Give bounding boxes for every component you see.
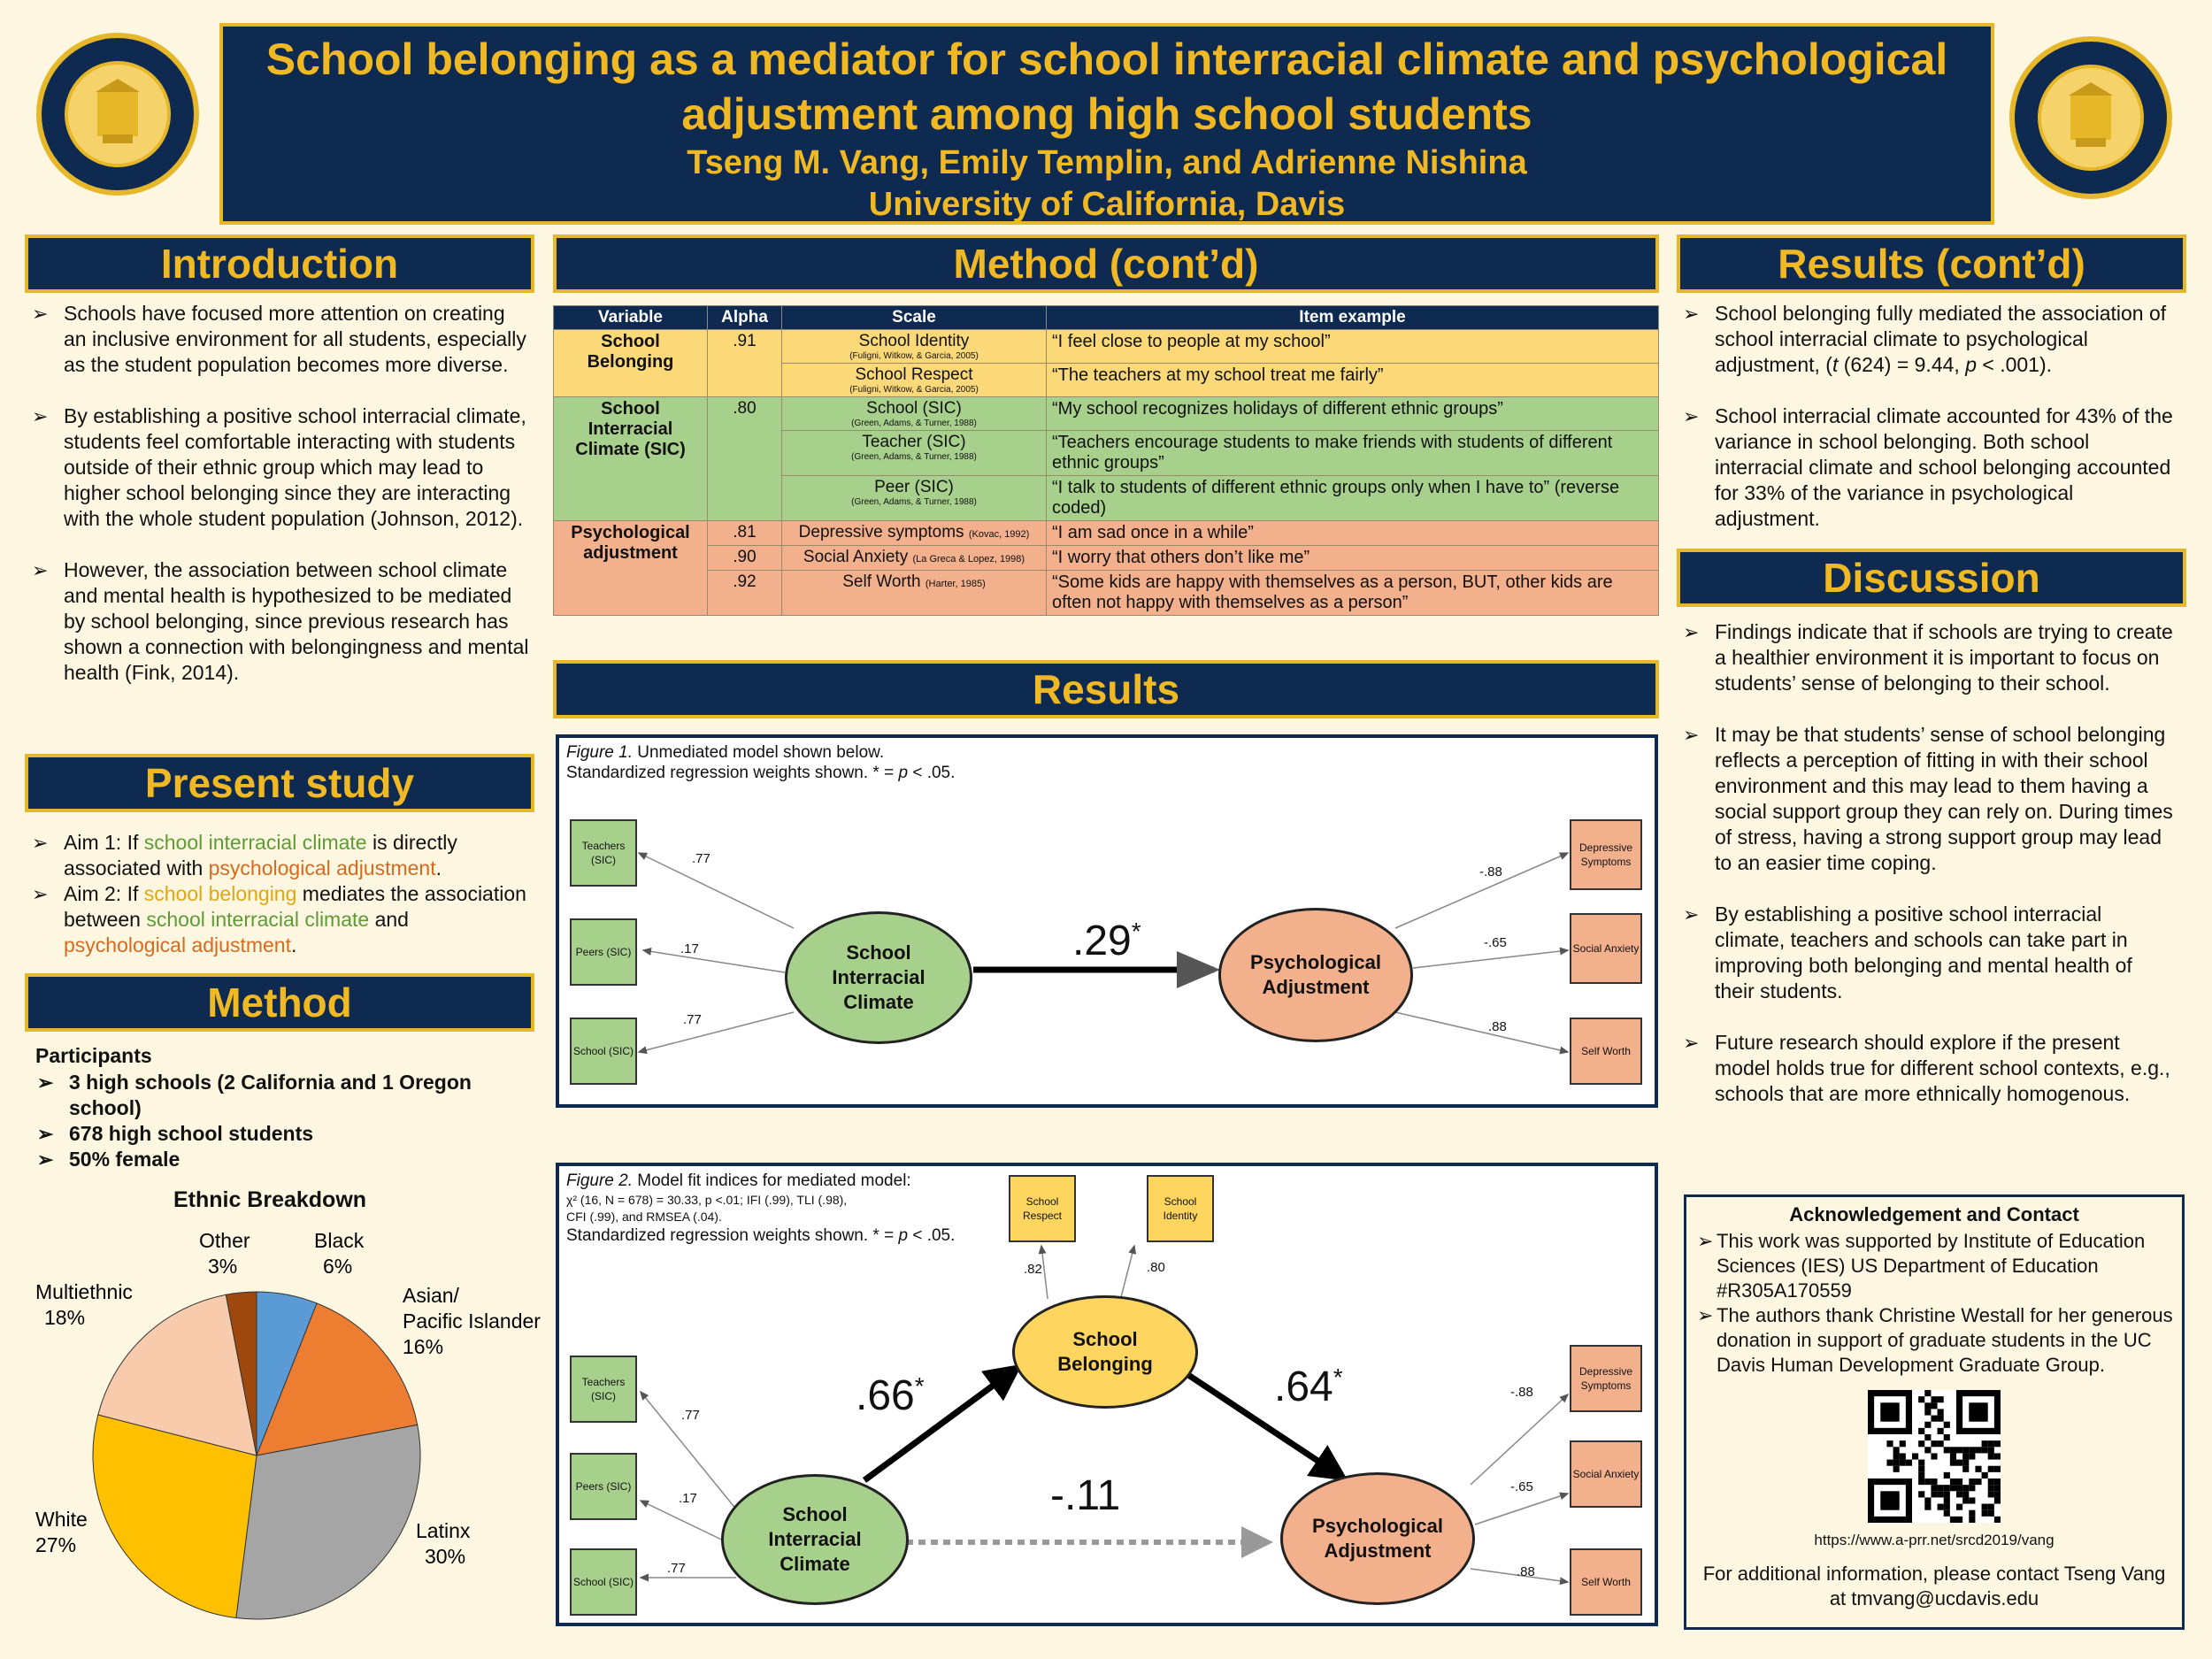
- results-cont-heading: Results (cont’d): [1677, 234, 2186, 293]
- results-heading: Results: [553, 660, 1659, 718]
- qr-module: [1931, 1453, 1937, 1459]
- psychological-adjustment-oval: Psychological Adjustment: [1218, 908, 1413, 1042]
- poster-authors: Tseng M. Vang, Emily Templin, and Adrienne Nishina: [687, 144, 1527, 181]
- acknowledgement-heading: Acknowledgement and Contact: [1789, 1203, 2079, 1225]
- list-item: ➢ School interracial climate accounted for 43% of the variance in school belonging. Both school interracial climate and school belonging accounted for 33% of the variance in psychological adjustment.: [1681, 403, 2177, 532]
- poster-header: [219, 23, 1994, 225]
- qr-module: [1982, 1440, 1988, 1447]
- qr-module: [1988, 1453, 1994, 1459]
- qr-module: [1950, 1447, 1956, 1453]
- table-row: [554, 330, 1659, 364]
- contact-info: For additional information, please contact Tseng Vang at tmvang@ucdavis.edu: [1702, 1563, 2166, 1609]
- pie-label: Latinx 30%: [416, 1519, 471, 1568]
- qr-module: [1988, 1510, 1994, 1517]
- path-weight-nonsignificant: -.11: [1050, 1472, 1121, 1519]
- bullet-text: p: [1965, 353, 1977, 376]
- qr-module: [1988, 1447, 1994, 1453]
- present-study-heading: Present study: [25, 754, 534, 812]
- aim-1: [30, 830, 531, 881]
- qr-module: [1944, 1504, 1950, 1510]
- scale-name: Social Anxiety: [803, 548, 909, 566]
- qr-module: [1924, 1434, 1931, 1440]
- qr-module: [1924, 1422, 1931, 1428]
- qr-finder: [1880, 1491, 1899, 1509]
- introduction-heading: Introduction: [25, 234, 534, 293]
- qr-module: [1918, 1460, 1924, 1466]
- qr-module: [1931, 1440, 1937, 1447]
- qr-module: [1988, 1504, 1994, 1510]
- scale-cell: [782, 330, 1047, 364]
- qr-module: [1962, 1466, 1969, 1472]
- item-cell: “I worry that others don’t like me”: [1047, 546, 1659, 571]
- qr-module: [1956, 1460, 1962, 1466]
- table-row: [554, 521, 1659, 546]
- weight-label: .17: [679, 1491, 697, 1506]
- qr-module: [1912, 1453, 1918, 1459]
- qr-module: [1944, 1510, 1950, 1517]
- aim-highlight: school interracial climate: [143, 831, 367, 854]
- qr-module: [1962, 1497, 1969, 1503]
- qr-module: [1938, 1428, 1944, 1434]
- qr-module: [1962, 1491, 1969, 1497]
- scale-cell: [782, 546, 1047, 571]
- qr-module: [1918, 1428, 1924, 1434]
- qr-module: [1918, 1472, 1924, 1479]
- list-item: ➢ The authors thank Christine Westall for her generous donation in support of graduate students in the UC Davis Human Development Graduate Group.: [1695, 1303, 2173, 1378]
- qr-module: [1950, 1460, 1956, 1466]
- item-cell: “The teachers at my school treat me fairly”: [1047, 364, 1659, 397]
- qr-module: [1994, 1453, 2001, 1459]
- qr-module: [1962, 1460, 1969, 1466]
- qr-module: [1956, 1485, 1962, 1491]
- method-heading: Method: [25, 973, 534, 1032]
- qr-module: [1956, 1504, 1962, 1510]
- weight-label: .88: [1517, 1564, 1535, 1579]
- school-respect-box: School Respect: [1009, 1175, 1076, 1242]
- item-cell: “I feel close to people at my school”: [1047, 330, 1659, 364]
- qr-module: [1944, 1491, 1950, 1497]
- item-cell: “I am sad once in a while”: [1047, 521, 1659, 546]
- path-weight-value: .29: [1072, 918, 1132, 964]
- pie-chart-title: Ethnic Breakdown: [173, 1187, 367, 1212]
- path-weight: [856, 1371, 925, 1420]
- weight-label: .77: [667, 1561, 686, 1576]
- list-item: ➢ This work was supported by Institute of Education Sciences (IES) US Department of Education #R305A170559: [1695, 1229, 2173, 1303]
- poster-title: School belonging as a mediator for school interracial climate and psychological adjustment among high school students: [265, 35, 1948, 139]
- qr-module: [1893, 1447, 1900, 1453]
- qr-module: [1994, 1491, 2001, 1497]
- peers-sic-box: Peers (SIC): [570, 1453, 637, 1520]
- ethnic-breakdown-pie-chart: [27, 1221, 557, 1637]
- self-worth-box: Self Worth: [1570, 1018, 1642, 1085]
- qr-module: [1886, 1460, 1893, 1466]
- item-cell: “I talk to students of different ethnic groups only when I have to” (reverse coded): [1047, 476, 1659, 521]
- table-row: [554, 571, 1659, 616]
- bullet-text: t: [1832, 353, 1839, 376]
- pie-label: Other 3%: [199, 1229, 250, 1278]
- school-interracial-climate-oval: School Interracial Climate: [785, 911, 972, 1044]
- scale-cell: [782, 431, 1047, 476]
- qr-module: [1900, 1453, 1906, 1459]
- psychological-adjustment-oval: Psychological Adjustment: [1280, 1472, 1475, 1605]
- qr-module: [1956, 1491, 1962, 1497]
- path-weight-value: .66: [856, 1372, 915, 1419]
- qr-module: [1938, 1440, 1944, 1447]
- qr-module: [1893, 1466, 1900, 1472]
- social-anxiety-box: Social Anxiety: [1570, 913, 1642, 984]
- qr-module: [1969, 1447, 1975, 1453]
- qr-module: [1944, 1497, 1950, 1503]
- qr-module: [1924, 1479, 1931, 1485]
- depressive-symptoms-box: Depressive Symptoms: [1570, 1345, 1642, 1412]
- qr-module: [1924, 1409, 1931, 1415]
- aim-highlight: psychological adjustment: [64, 933, 291, 956]
- list-item: ➢ Schools have focused more attention on creating an inclusive environment for all students, especially as the student population becomes more diverse.: [30, 301, 531, 378]
- variable-cell: Psychological adjustment: [554, 521, 708, 616]
- qr-module: [1988, 1440, 1994, 1447]
- qr-module: [1931, 1402, 1937, 1409]
- school-interracial-climate-oval: School Interracial Climate: [721, 1474, 909, 1605]
- qr-url: https://www.a-prr.net/srcd2019/vang: [1814, 1532, 2055, 1548]
- qr-module: [1938, 1409, 1944, 1415]
- alpha-cell: .90: [708, 546, 782, 571]
- pie-label: White 27%: [35, 1508, 88, 1556]
- qr-code: [1868, 1390, 2001, 1523]
- bullet-text: School belonging fully mediated the association of school interracial climate to psychological adjustment, (: [1715, 302, 2167, 376]
- scale-name: School (SIC): [866, 399, 962, 418]
- caption-label: Figure 2.: [566, 1171, 633, 1190]
- col-header: Item example: [1047, 306, 1659, 330]
- qr-module: [1969, 1497, 1975, 1503]
- qr-module: [1950, 1479, 1956, 1485]
- figure-1: [556, 734, 1658, 1108]
- table-row: [554, 546, 1659, 571]
- qr-module: [1931, 1396, 1937, 1402]
- weight-label: .80: [1147, 1260, 1165, 1275]
- scale-name: School Respect: [855, 365, 973, 384]
- table-row: [554, 397, 1659, 431]
- caption-text: p: [898, 764, 909, 782]
- qr-module: [1975, 1447, 1981, 1453]
- aim-text: mediates the association between: [64, 882, 526, 931]
- qr-module: [1962, 1453, 1969, 1459]
- caption-text: < .05.: [908, 764, 956, 782]
- scale-name: Self Worth: [842, 572, 921, 591]
- caption-text: < .05.: [908, 1226, 956, 1245]
- scale-cite: (Green, Adams, & Turner, 1988): [851, 497, 977, 507]
- qr-module: [1994, 1440, 2001, 1447]
- peers-sic-box: Peers (SIC): [570, 918, 637, 986]
- variable-cell: School Belonging: [554, 330, 708, 397]
- weight-label: .17: [680, 941, 699, 956]
- scale-name: Depressive symptoms: [798, 523, 964, 541]
- qr-module: [1931, 1479, 1937, 1485]
- item-cell: “Some kids are happy with themselves as a person, BUT, other kids are often not happy with themselves as a person”: [1047, 571, 1659, 616]
- method-cont-heading: Method (cont’d): [553, 234, 1659, 293]
- bullet-text: < .001).: [1976, 353, 2053, 376]
- qr-module: [1900, 1440, 1906, 1447]
- uc-davis-seal-left: [34, 30, 202, 198]
- qr-module: [1931, 1485, 1937, 1491]
- poster-affiliation: University of California, Davis: [868, 186, 1346, 223]
- aim-highlight: school belonging: [143, 882, 297, 905]
- depressive-symptoms-box: Depressive Symptoms: [1570, 819, 1642, 890]
- fit-indices-1: χ² (16, N = 678) = 30.33, p <.01; IFI (.99), TLI (.98),: [566, 1193, 848, 1207]
- qr-module: [1969, 1453, 1975, 1459]
- qr-module: [1924, 1402, 1931, 1409]
- qr-module: [1962, 1447, 1969, 1453]
- significance-star: *: [914, 1372, 925, 1400]
- qr-module: [1982, 1504, 1988, 1510]
- introduction-list: [30, 301, 531, 711]
- aim-2: [30, 881, 531, 958]
- list-item: ➢ 678 high school students: [35, 1121, 513, 1147]
- item-cell: “My school recognizes holidays of different ethnic groups”: [1047, 397, 1659, 431]
- qr-module: [1918, 1479, 1924, 1485]
- qr-module: [1969, 1485, 1975, 1491]
- qr-module: [1994, 1517, 2001, 1523]
- qr-module: [1944, 1422, 1950, 1428]
- scale-cite: (Green, Adams, & Turner, 1988): [851, 419, 977, 428]
- weight-label: -.65: [1484, 935, 1507, 950]
- list-item: ➢ 3 high schools (2 California and 1 Oregon school): [35, 1070, 513, 1121]
- list-item: ➢ By establishing a positive school interracial climate, students feel comfortable interacting with students outside of their ethnic group which may lead to higher school belonging since they are interacting with the whole student population (Johnson, 2012).: [30, 403, 531, 532]
- list-item: ➢ Findings indicate that if schools are trying to create a healthier environment it is important to focus on students’ sense of belonging to their school.: [1681, 619, 2177, 696]
- teachers-sic-box: Teachers (SIC): [570, 1356, 637, 1423]
- aim-highlight: school interracial climate: [146, 908, 370, 931]
- scale-cell: [782, 364, 1047, 397]
- aim-text: Aim 1: If: [64, 831, 144, 854]
- qr-module: [1924, 1504, 1931, 1510]
- qr-module: [1969, 1479, 1975, 1485]
- aim-text: and: [369, 908, 409, 931]
- pie-slice-latinx: [236, 1425, 420, 1619]
- qr-module: [1982, 1447, 1988, 1453]
- scale-cite: (Green, Adams, & Turner, 1988): [851, 452, 977, 462]
- school-belonging-oval: School Belonging: [1012, 1295, 1198, 1409]
- qr-module: [1918, 1466, 1924, 1472]
- weight-label: .88: [1488, 1019, 1507, 1034]
- pie-label: Black 6%: [314, 1229, 365, 1278]
- qr-module: [1988, 1479, 1994, 1485]
- qr-module: [1950, 1453, 1956, 1459]
- qr-module: [1893, 1453, 1900, 1459]
- qr-module: [1918, 1396, 1924, 1402]
- scale-cite: (La Greca & Lopez, 1998): [912, 554, 1025, 565]
- aim-text: .: [290, 933, 297, 956]
- qr-module: [1994, 1485, 2001, 1491]
- bullet-text: (624) = 9.44,: [1838, 353, 1966, 376]
- discussion-heading: Discussion: [1677, 549, 2186, 607]
- weight-label: .77: [683, 1012, 702, 1027]
- scale-cell: [782, 476, 1047, 521]
- aim-highlight: psychological adjustment: [208, 856, 436, 879]
- qr-module: [1944, 1485, 1950, 1491]
- caption-label: Figure 1.: [566, 743, 633, 762]
- qr-module: [1982, 1510, 1988, 1517]
- alpha-cell: .92: [708, 571, 782, 616]
- present-study-list: [30, 830, 531, 984]
- qr-module: [1924, 1447, 1931, 1453]
- scale-cell: [782, 571, 1047, 616]
- qr-module: [1956, 1517, 1962, 1523]
- qr-module: [1988, 1466, 1994, 1472]
- weight-label: .82: [1024, 1262, 1042, 1277]
- acknowledgement-list: [1695, 1229, 2173, 1378]
- path-weight: [1072, 917, 1141, 965]
- qr-module: [1931, 1416, 1937, 1422]
- qr-module: [1918, 1440, 1924, 1447]
- measures-table: [553, 305, 1659, 616]
- weight-label: -.88: [1510, 1385, 1533, 1400]
- qr-module: [1988, 1485, 1994, 1491]
- scale-cell: [782, 397, 1047, 431]
- caption-text: Standardized regression weights shown. * =: [566, 764, 899, 782]
- weight-label: -.65: [1510, 1479, 1533, 1494]
- qr-module: [1924, 1497, 1931, 1503]
- path-weight-value: .64: [1274, 1363, 1333, 1410]
- caption-text: Unmediated model shown below.: [632, 743, 885, 762]
- alpha-cell: .80: [708, 397, 782, 521]
- qr-module: [1944, 1434, 1950, 1440]
- results-cont-list: [1681, 301, 2177, 557]
- variable-cell: School Interracial Climate (SIC): [554, 397, 708, 521]
- weight-label: -.88: [1479, 864, 1502, 879]
- acknowledgement-box: [1684, 1194, 2185, 1630]
- pie-label: Asian/ Pacific Islander 16%: [403, 1284, 541, 1358]
- list-item: ➢ It may be that students’ sense of school belonging reflects a perception of fitting in with their school environment and this may lead to them having a social support group they can rely on. During times of stress, having a strong support group may lead to an easier time coping.: [1681, 722, 2177, 876]
- scale-name: Teacher (SIC): [862, 433, 966, 451]
- caption-text: Standardized regression weights shown. * =: [566, 1226, 899, 1245]
- scale-cite: (Kovac, 1992): [968, 529, 1030, 540]
- uc-davis-seal-right: [2007, 34, 2175, 202]
- list-item: ➢ Future research should explore if the present model holds true for different school contexts, e.g., schools that are more ethnically homogenous.: [1681, 1030, 2177, 1107]
- qr-module: [1956, 1447, 1962, 1453]
- col-header: Alpha: [708, 306, 782, 330]
- qr-module: [1975, 1479, 1981, 1485]
- school-identity-box: School Identity: [1147, 1175, 1214, 1242]
- qr-module: [1938, 1396, 1944, 1402]
- col-header: Variable: [554, 306, 708, 330]
- list-item: [1681, 301, 2177, 378]
- path-weight: [1274, 1363, 1343, 1411]
- qr-module: [1938, 1491, 1944, 1497]
- qr-module: [1893, 1460, 1900, 1466]
- caption-text: p: [898, 1226, 909, 1245]
- pie-label: Multiethnic 18%: [35, 1280, 133, 1329]
- qr-module: [1918, 1491, 1924, 1497]
- qr-module: [1975, 1466, 1981, 1472]
- qr-module: [1931, 1491, 1937, 1497]
- list-item: ➢ 50% female: [35, 1147, 513, 1172]
- scale-cell: [782, 521, 1047, 546]
- scale-name: School Identity: [858, 332, 970, 350]
- qr-module: [1969, 1517, 1975, 1523]
- significance-star: *: [1131, 918, 1141, 945]
- aim-text: .: [435, 856, 442, 879]
- qr-module: [1938, 1416, 1944, 1422]
- participants-label: Participants: [35, 1044, 152, 1067]
- qr-module: [1944, 1447, 1950, 1453]
- qr-module: [1938, 1504, 1944, 1510]
- qr-module: [1906, 1460, 1912, 1466]
- school-sic-box: School (SIC): [570, 1548, 637, 1616]
- scale-cite: (Fuligni, Witkow, & Garcia, 2005): [849, 351, 979, 361]
- qr-module: [1938, 1485, 1944, 1491]
- qr-module: [1994, 1466, 2001, 1472]
- qr-module: [1950, 1485, 1956, 1491]
- aim-text: is directly associated with: [64, 831, 457, 879]
- list-item: ➢ By establishing a positive school interracial climate, teachers and schools can take part in improving both belonging and mental health of their students.: [1681, 902, 2177, 1004]
- qr-module: [1924, 1390, 1931, 1396]
- qr-module: [1956, 1479, 1962, 1485]
- item-cell: “Teachers encourage students to make friends with students of different ethnic groups”: [1047, 431, 1659, 476]
- qr-module: [1900, 1460, 1906, 1466]
- participants-list: [35, 1070, 513, 1172]
- alpha-cell: .91: [708, 330, 782, 397]
- school-sic-box: School (SIC): [570, 1018, 637, 1085]
- teachers-sic-box: Teachers (SIC): [570, 819, 637, 887]
- qr-module: [1969, 1510, 1975, 1517]
- weight-label: .77: [681, 1408, 700, 1423]
- qr-module: [1994, 1479, 2001, 1485]
- scale-cite: (Fuligni, Witkow, & Garcia, 2005): [849, 385, 979, 395]
- self-worth-box: Self Worth: [1570, 1548, 1642, 1616]
- qr-module: [1994, 1497, 2001, 1503]
- qr-finder: [1969, 1402, 1987, 1421]
- discussion-list: [1681, 619, 2177, 1133]
- figure-2: [556, 1163, 1658, 1626]
- col-header: Scale: [782, 306, 1047, 330]
- qr-module: [1962, 1485, 1969, 1491]
- scale-cite: (Harter, 1985): [925, 579, 986, 589]
- qr-module: [1886, 1440, 1893, 1447]
- qr-finder: [1880, 1402, 1899, 1421]
- qr-module: [1950, 1517, 1956, 1523]
- qr-module: [1944, 1472, 1950, 1479]
- scale-name: Peer (SIC): [874, 478, 954, 496]
- aim-text: Aim 2: If: [64, 882, 144, 905]
- weight-label: .77: [692, 851, 710, 866]
- alpha-cell: .81: [708, 521, 782, 546]
- qr-module: [1988, 1491, 1994, 1497]
- fit-indices-2: CFI (.99), and RMSEA (.04).: [566, 1210, 722, 1224]
- qr-module: [1982, 1472, 1988, 1479]
- significance-star: *: [1333, 1363, 1343, 1391]
- list-item: ➢ However, the association between school climate and mental health is hypothesized to be mediated by school belonging, since previous research has shown a connection with belongingness and mental health (Fink, 2014).: [30, 557, 531, 686]
- social-anxiety-box: Social Anxiety: [1570, 1440, 1642, 1508]
- caption-text: Model fit indices for mediated model:: [632, 1171, 911, 1190]
